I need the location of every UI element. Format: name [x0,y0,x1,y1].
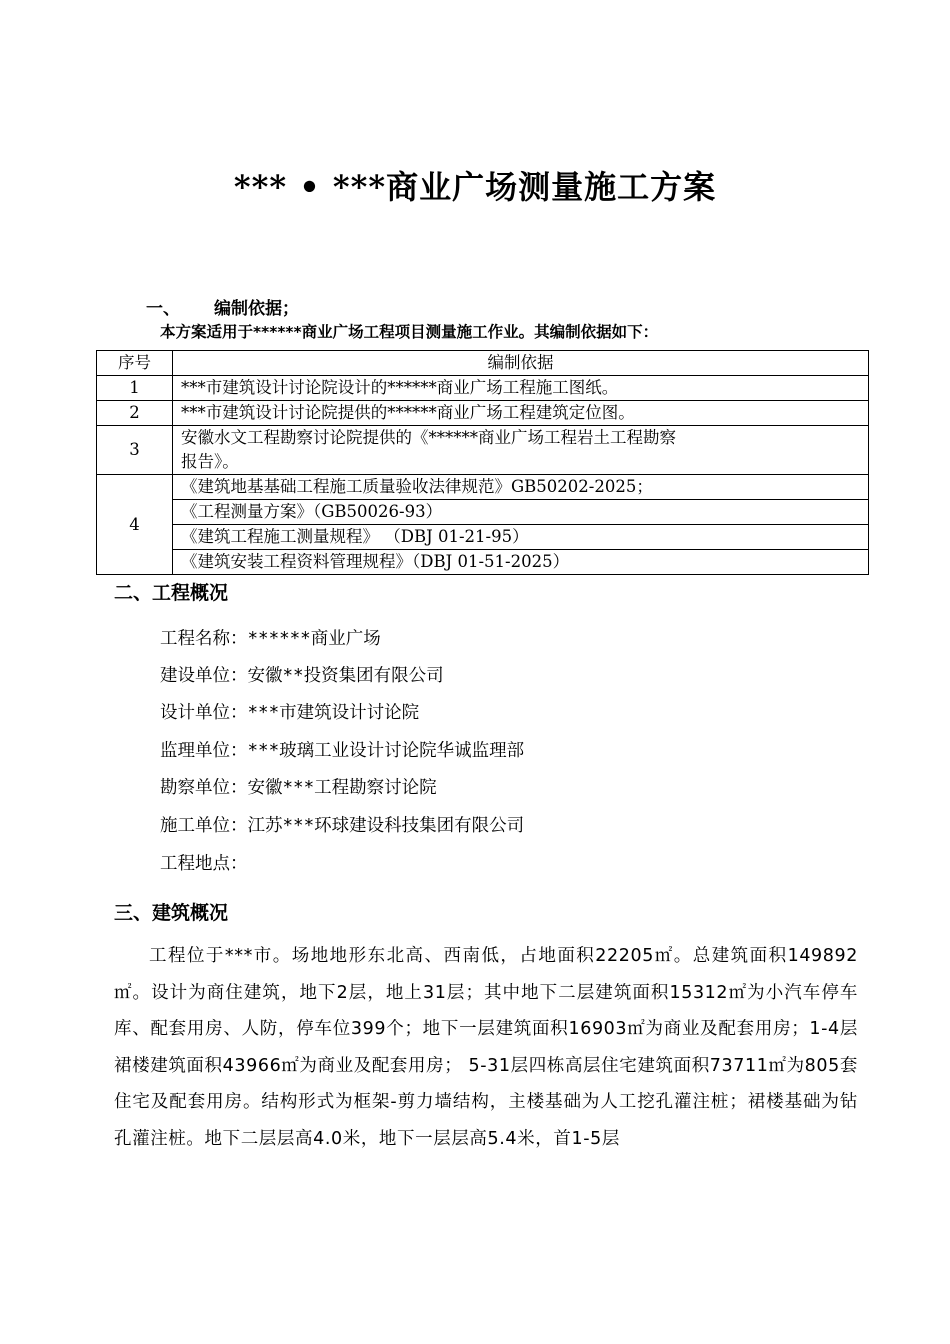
header-cell-basis: 编制依据 [173,351,869,376]
row-basis-line: 报告》。 [181,452,239,471]
survey-unit: 勘察单位：安徽***工程勘察讨论院 [160,778,437,798]
table-subrow [97,525,869,550]
section-1-number: 一、 [146,299,180,319]
row-number: 2 [97,401,173,426]
row-number: 1 [97,376,173,401]
table-row [97,401,869,426]
row-number: 3 [97,426,173,475]
table-row [97,426,869,475]
building-overview-paragraph: 工程位于***市。场地地形东北高、西南低，占地面积22205㎡。总建筑面积149892㎡。设计为商住建筑，地下2层，地上31层；其中地下二层建筑面积15312㎡为小汽车停车库、配套用房、人防，停车位399个；地下一层建筑面积16903㎡为商业及配套用房；1-4层裙楼建筑面积43966㎡为商业及配套用房； 5-31层四栋高层住宅建筑面积73711㎡为805套住宅及配套用房。结构形式为框架-剪力墙结构，主楼基础为人工挖孔灌注桩；裙楼基础为钻孔灌注桩。地下二层层高4.0米，地下一层层高5.4米，首1-5层 [114,946,858,1149]
header-cell-number: 序号 [97,351,173,376]
table-row [97,475,869,500]
design-unit: 设计单位：***市建筑设计讨论院 [160,703,420,723]
supervision-unit: 监理单位：***玻璃工业设计讨论院华诚监理部 [160,741,525,761]
row-basis-line: 《工程测量方案》（GB50026-93） [173,500,869,525]
section-1-heading [146,294,299,319]
table-subrow [97,550,869,575]
row-basis [173,426,869,475]
project-name: 工程名称：******商业广场 [160,629,381,649]
basis-table [96,350,869,575]
document-title: *** • ***商业广场测量施工方案 [233,168,717,206]
section-2-heading: 二、工程概况 [114,582,229,604]
row-number: 4 [97,475,173,575]
construction-unit: 施工单位：江苏***环球建设科技集团有限公司 [160,816,525,836]
row-basis: ***市建筑设计讨论院设计的******商业广场工程施工图纸。 [173,376,869,401]
section-3-heading: 三、建筑概况 [114,902,229,924]
table-row [97,376,869,401]
row-basis-line: 《建筑安装工程资料管理规程》（DBJ 01-51-2025） [173,550,869,575]
row-basis-line: 《建筑工程施工测量规程》 （DBJ 01-21-95） [173,525,869,550]
section-1-title: 编制依据； [214,299,299,319]
table-header-row [97,351,869,376]
row-basis-line: 《建筑地基基础工程施工质量验收法律规范》GB50202-2025； [173,475,869,500]
table-subrow [97,500,869,525]
section-1-intro: 本方案适用于******商业广场工程项目测量施工作业。其编制依据如下： [160,323,659,341]
owner-unit: 建设单位：安徽**投资集团有限公司 [160,666,444,686]
project-location: 工程地点： [160,854,248,874]
row-basis: ***市建筑设计讨论院提供的******商业广场工程建筑定位图。 [173,401,869,426]
row-basis-line: 安徽水文工程勘察讨论院提供的《******商业广场工程岩土工程勘察 [181,428,676,447]
